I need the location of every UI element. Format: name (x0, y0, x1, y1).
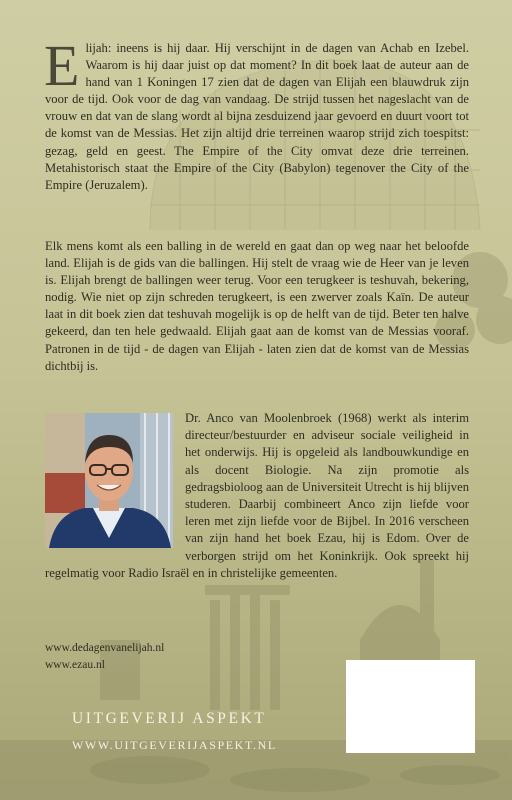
publisher-url[interactable]: WWW.UITGEVERIJASPEKT.NL (72, 738, 277, 752)
blurb-paragraph-1-text: lijah: ineens is hij daar. Hij verschijnt in de dagen van Achab en Izebel. Waarom is hij daar juist op dat moment? In dit boek laat de auteur aan de hand van 1 Koningen 17 zien dat de dagen van Elijah een blauwdruk zijn voor de tijd. Ook voor de dag van vandaag. De strijd tussen het nageslacht van de vrouw en dat van de slang wordt al bijna zesduizend jaar gevoerd en duurt voort tot de komst van de Messias. Het zijn altijd drie terreinen waarop strijd zich toespitst: gezag, geld en geest. The Empire of the City omvat deze drie terreinen. Metahistorisch staat the Empire of the City (Babylon) tegenover the City of the Empire (Jeruzalem). (45, 41, 469, 192)
web-links (45, 640, 164, 673)
blurb-paragraph-2: Elk mens komt als een balling in de wereld en gaat dan op weg naar het beloofde land. Elijah is de gids van die ballingen. Hij stelt de vraag wie de Heer van je leven is. Elijah brengt de ballingen weer terug. Voor een terugkeer is teshuvah, bekering, nodig. Wie niet op zijn schreden terugkeert, is een zwerver zoals Kaïn. De auteur laat in dit boek zien dat teshuvah mogelijk is op de helft van de tijd. Beter ten halve gekeerd, dan ten hele gedwaald. Elijah gaat aan de komst van de Messias vooraf. Patronen in de tijd - de dagen van Elijah - laten zien dat de komst van de Messias dichtbij is. (45, 239, 469, 373)
link-ezau[interactable]: www.ezau.nl (45, 658, 105, 671)
blurb-paragraph-1 (44, 33, 469, 194)
drop-cap: E (44, 33, 80, 98)
publisher-name: UITGEVERIJ ASPEKT (72, 710, 267, 727)
barcode-area (346, 660, 475, 753)
link-dedagenvanelijah[interactable]: www.dedagenvanelijah.nl (45, 642, 165, 654)
author-section (45, 410, 469, 582)
author-photo (45, 413, 173, 548)
author-bio: Dr. Anco van Moolenbroek (1968) werkt als interim directeur/bestuurder en adviseur sociale veiligheid in het onderwijs. Hij is opgeleid als landbouwkundige en als docent Biologie. Na zijn promotie als gedragsbioloog aan de Universiteit Utrecht is hij blijven studeren. Daarbij combineert Anco zijn liefde voor leren met zijn liefde voor de Bijbel. In 2016 verscheen van zijn hand het boek Ezau, hij is Edom. Over de verborgen strijd om het Koninkrijk. Ook spreekt hij regelmatig voor Radio Israël en in christelijke gemeenten. (45, 411, 469, 580)
